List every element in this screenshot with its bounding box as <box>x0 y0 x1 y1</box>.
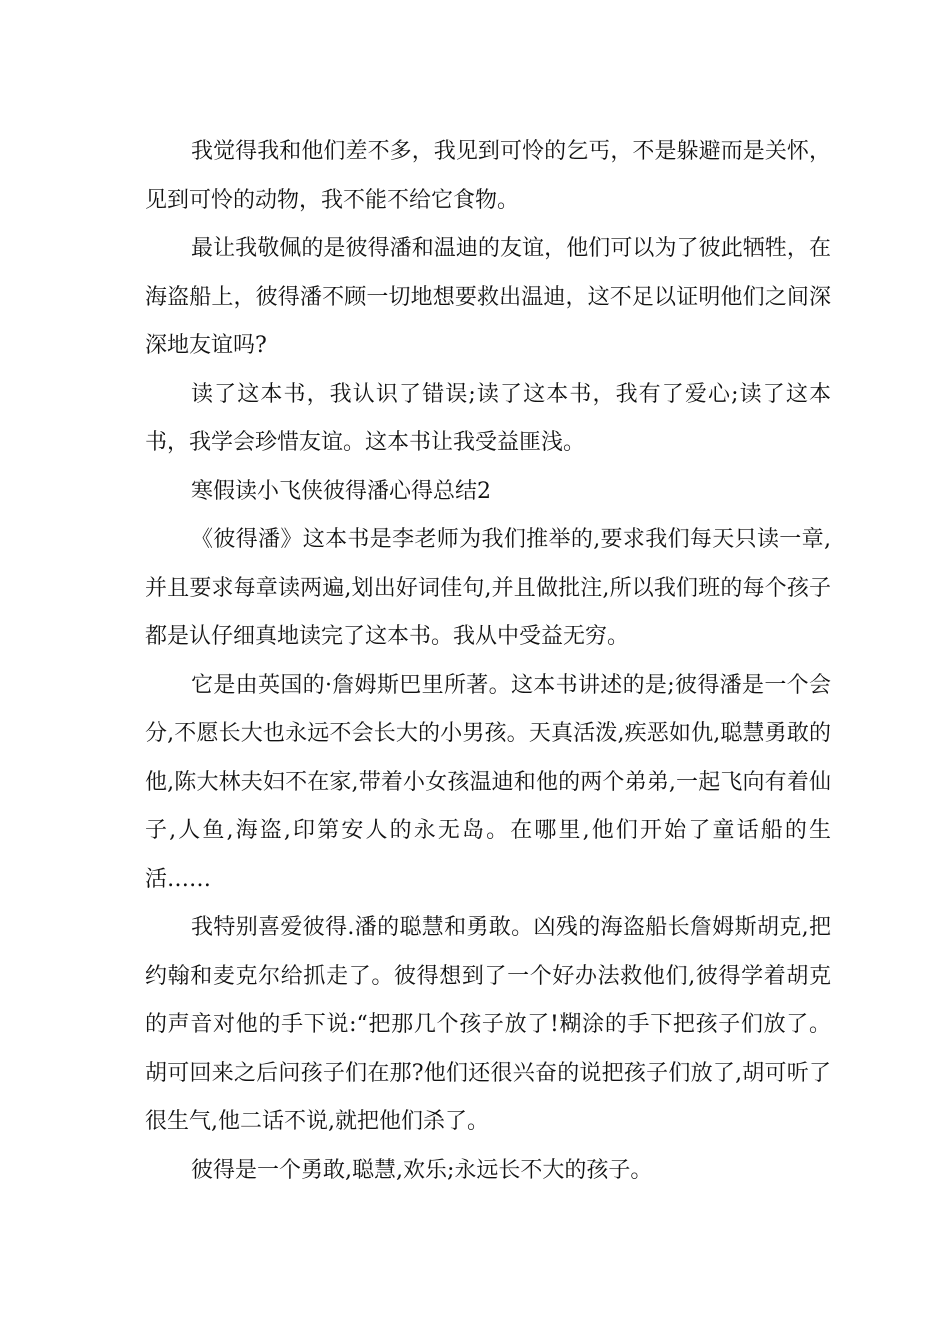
document-body <box>145 128 831 1195</box>
paragraph: 我特别喜爱彼得.潘的聪慧和勇敢。凶残的海盗船长詹姆斯胡克,把约翰和麦克尔给抓走了。彼得想到了一个好办法救他们,彼得学着胡克的声音对他的手下说:“把那几个孩子放了!糊涂的手下把孩子们放了。胡可回来之后问孩子们在那?他们还很兴奋的说把孩子们放了,胡可听了很生气,他二话不说,就把他们杀了。 <box>145 915 831 1134</box>
paragraph: 最让我敬佩的是彼得潘和温迪的友谊，他们可以为了彼此牺牲，在海盗船上，彼得潘不顾一切地想要救出温迪，这不足以证明他们之间深深地友谊吗? <box>145 236 831 358</box>
section-title: 寒假读小飞侠彼得潘心得总结2 <box>191 478 491 504</box>
paragraph: 我觉得我和他们差不多，我见到可怜的乞丐，不是躲避而是关怀，见到可怜的动物，我不能不给它食物。 <box>145 139 831 213</box>
paragraph: 彼得是一个勇敢,聪慧,欢乐;永远长不大的孩子。 <box>191 1157 653 1183</box>
paragraph: 《彼得潘》这本书是李老师为我们推举的,要求我们每天只读一章,并且要求每章读两遍,划出好词佳句,并且做批注,所以我们班的每个孩子都是认仔细真地读完了这本书。我从中受益无穷。 <box>145 527 831 649</box>
paragraph: 它是由英国的·詹姆斯巴里所著。这本书讲述的是;彼得潘是一个会分,不愿长大也永远不会长大的小男孩。天真活泼,疾恶如仇,聪慧勇敢的他,陈大林夫妇不在家,带着小女孩温迪和他的两个弟弟,一起飞向有着仙子,人鱼,海盗,印第安人的永无岛。在哪里,他们开始了童话船的生活…… <box>145 672 831 892</box>
paragraph: 读了这本书，我认识了错误;读了这本书，我有了爱心;读了这本书，我学会珍惜友谊。这本书让我受益匪浅。 <box>145 381 831 455</box>
